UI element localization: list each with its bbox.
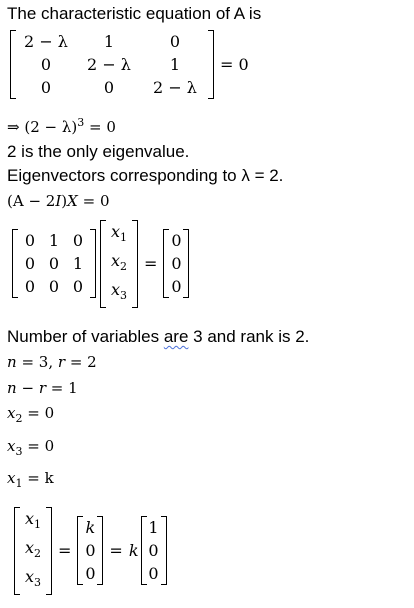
- implies-arrow: ⇒: [7, 118, 20, 136]
- k-vector: [77, 516, 103, 585]
- var-symbol: x: [110, 222, 121, 241]
- only-eigenvalue-text: 2 is the only eigenvalue.: [7, 142, 190, 161]
- matrix-cell: 0: [148, 541, 159, 561]
- assign-rhs: = 0: [27, 437, 55, 455]
- var-subscript: 1: [34, 518, 42, 532]
- system-equation: [7, 192, 110, 210]
- assign-rhs: = k: [27, 469, 54, 487]
- matrix-cell: [106, 220, 132, 249]
- matrix-cell: 0: [85, 541, 96, 561]
- char-equals: = 0: [220, 55, 249, 74]
- identity-symbol: I: [55, 192, 62, 210]
- n-r-line: [7, 353, 97, 371]
- var-symbol: x: [110, 251, 121, 271]
- assign-var: x: [7, 404, 16, 422]
- matrix-cell: 0: [24, 231, 36, 251]
- basis-vector: [141, 516, 167, 585]
- assign-rhs: = 0: [27, 404, 55, 422]
- matrix-cell: 0: [72, 231, 84, 251]
- implies-exponent: 3: [77, 116, 85, 129]
- matrix-cell: 0: [169, 32, 181, 51]
- nullity-r: r: [38, 379, 46, 397]
- system-rhs: = 0: [82, 192, 110, 210]
- system-matrix-equation: [12, 220, 189, 308]
- grammar-flagged-word: are: [163, 327, 189, 346]
- n-symbol: n: [7, 353, 17, 371]
- matrix-cell: 0: [148, 564, 159, 584]
- var-subscript: 1: [120, 231, 128, 245]
- characteristic-matrix-equation: [10, 30, 255, 99]
- matrix-cell: 0: [24, 277, 36, 297]
- system-open: (A − 2: [7, 192, 56, 210]
- solution-equals-2: =: [109, 541, 123, 561]
- var-subscript: 3: [34, 576, 42, 590]
- scalar-k: k: [128, 541, 139, 561]
- implies-base: (2 − λ): [24, 118, 78, 136]
- matrix-cell: [106, 249, 132, 278]
- zero-vector: [163, 229, 189, 298]
- solution-equation: [14, 507, 167, 595]
- matrix-cell: [20, 507, 46, 536]
- nullity-minus: −: [21, 379, 35, 397]
- system-close: ): [61, 192, 68, 210]
- nullity-n: n: [7, 379, 17, 397]
- matrix-cell: 1: [48, 231, 60, 251]
- matrix-cell: [106, 278, 132, 307]
- r-value: = 2: [69, 353, 97, 371]
- matrix-cell: k: [85, 518, 96, 538]
- implies-rhs: = 0: [89, 118, 116, 136]
- vars-text-after: 3 and rank is 2.: [188, 327, 310, 346]
- assignment-x2: [7, 404, 54, 425]
- nullity-line: [7, 379, 78, 397]
- vars-text-before: Number of variables: [7, 327, 164, 346]
- matrix-cell: 0: [85, 564, 96, 584]
- matrix-cell: 2 − λ: [24, 32, 68, 51]
- matrix-cell: 0: [48, 254, 60, 274]
- n-value: = 3,: [21, 353, 54, 371]
- matrix-cell: 2 − λ: [87, 55, 131, 74]
- solution-variable-vector: [14, 507, 52, 595]
- var-subscript: 2: [34, 547, 42, 561]
- matrix-cell: 0: [24, 254, 36, 274]
- assignment-x3: [7, 437, 54, 458]
- nullity-value: = 1: [50, 379, 78, 397]
- matrix-cell: 2 − λ: [153, 78, 197, 97]
- matrix-cell: 1: [169, 55, 181, 74]
- variables-rank-text: [7, 327, 309, 347]
- var-symbol: x: [110, 280, 121, 300]
- matrix-cell: 0: [171, 277, 182, 297]
- assign-sub: 3: [15, 445, 23, 458]
- assign-var: x: [7, 437, 16, 455]
- matrix-cell: 0: [171, 231, 182, 251]
- variable-vector: [100, 220, 138, 308]
- var-symbol: x: [24, 567, 35, 587]
- matrix-cell: [20, 565, 46, 594]
- intro-text: The characteristic equation of A is: [7, 4, 262, 23]
- coefficient-matrix: [12, 229, 96, 298]
- matrix-cell: [20, 536, 46, 565]
- var-symbol: x: [24, 509, 35, 528]
- system-matrix-equals: =: [144, 254, 158, 274]
- var-symbol: x: [24, 538, 35, 558]
- solution-equals-1: =: [58, 541, 72, 561]
- matrix-cell: 1: [103, 32, 115, 51]
- matrix-cell: 0: [72, 277, 84, 297]
- assign-sub: 2: [15, 412, 23, 425]
- x-symbol: X: [67, 192, 78, 210]
- matrix-cell: 0: [48, 277, 60, 297]
- var-subscript: 3: [120, 289, 128, 303]
- matrix-cell: 0: [40, 78, 52, 97]
- matrix-cell: 0: [103, 78, 115, 97]
- r-symbol: r: [57, 353, 66, 371]
- eigenvector-text: Eigenvectors corresponding to λ = 2.: [7, 166, 284, 185]
- matrix-cell: 1: [72, 254, 84, 274]
- assignment-x1: [7, 469, 54, 490]
- assign-sub: 1: [15, 477, 23, 490]
- matrix-cell: 0: [171, 254, 182, 274]
- matrix-cell: 0: [40, 55, 52, 74]
- assign-var: x: [7, 469, 16, 487]
- matrix-cell: 1: [148, 518, 159, 538]
- characteristic-matrix: [10, 30, 214, 99]
- implies-line: [7, 116, 116, 136]
- var-subscript: 2: [120, 260, 128, 274]
